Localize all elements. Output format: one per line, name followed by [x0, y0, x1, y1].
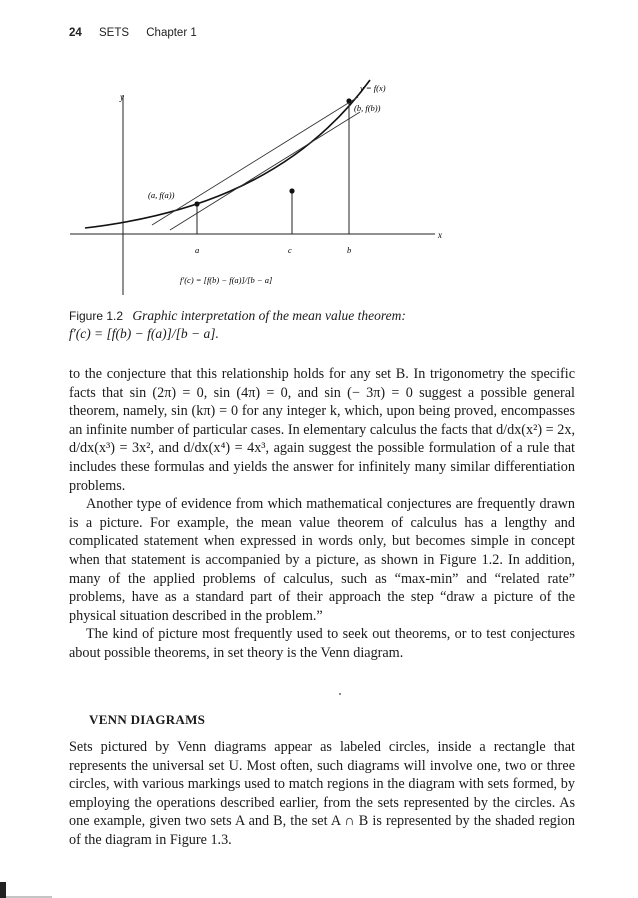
tangent-line — [170, 112, 360, 230]
stray-dot — [339, 693, 341, 695]
section-name: SETS — [99, 27, 130, 39]
tick-b-label: b — [347, 245, 352, 255]
venn-text — [69, 738, 575, 850]
point-b — [346, 98, 351, 103]
caption-formula: f′(c) = [f(b) − f(a)]/[b − a]. — [69, 326, 219, 341]
chapter-name: Chapter 1 — [146, 27, 197, 39]
paragraph-3: The kind of picture most frequently used to seek out theorems, or to test conjectures about possible theorems, in set theory is the Venn diagram. — [69, 626, 575, 661]
paragraph-venn: Sets pictured by Venn diagrams appear as labeled circles, inside a rectangle that represents the universal set U. Most often, such diagrams will involve one, two or three circles, with various markings used to match regions in the diagram with sets formed, by employing the operations described earlier, from the sets represented by the circles. As one example, given two sets A and B, the set A ∩ B is represented by the shaded region of the diagram in Figure 1.3. — [69, 739, 575, 848]
figure-formula: f′(c) = [f(b) − f(a)]/[b − a] — [180, 275, 273, 285]
page-header — [69, 27, 197, 39]
section-heading: VENN DIAGRAMS — [89, 712, 206, 727]
mean-value-figure — [60, 70, 460, 300]
point-c — [289, 188, 294, 193]
point-a — [194, 201, 199, 206]
secant-line — [152, 97, 358, 225]
curve-f — [85, 80, 370, 228]
scan-edge-mark — [0, 880, 52, 898]
caption-text: Graphic interpretation of the mean value theorem: — [132, 308, 406, 323]
x-axis-label: x — [438, 230, 442, 240]
tick-a-label: a — [195, 245, 200, 255]
tick-c-label: c — [288, 245, 292, 255]
y-axis-label: y — [120, 92, 124, 102]
point-a-label: (a, f(a)) — [148, 190, 175, 200]
curve-label: y = f(x) — [360, 83, 386, 93]
paragraph-1: to the conjecture that this relationship holds for any set B. In trigonometry the specific facts that sin (2π) = 0, sin (4π) = 0, and sin (− 3π) = 0 suggest a possible general theorem, namely, sin (kπ) = 0 for any integer k, which, upon being proved, encompasses an infinite number of particular cases. In elementary calculus the facts that d/dx(x²) = 2x, d/dx(x³) = 3x², and d/dx(x⁴) = 4x³, again suggest the possible formulation of a rule that includes these formulas and yields the answer for infinitely many similar differentiation problems. — [69, 366, 575, 494]
page-number: 24 — [69, 27, 82, 39]
figure-caption — [69, 307, 579, 342]
paragraph-2: Another type of evidence from which mathematical conjectures are frequently drawn is a picture. For example, the mean value theorem of calculus has a lengthy and complicated statement when expressed in words only, but becomes simple in concept when that statement is accompanied by a picture, as shown in Figure 1.2. In addition, many of the applied problems of calculus, such as “max-min” and “related rate” problems, have as a standard part of their approach the step “draw a picture of the physical situation described in the problem.” — [69, 496, 575, 624]
caption-label: Figure 1.2 — [69, 309, 124, 323]
main-text — [69, 365, 575, 663]
point-b-label: (b, f(b)) — [354, 103, 381, 113]
